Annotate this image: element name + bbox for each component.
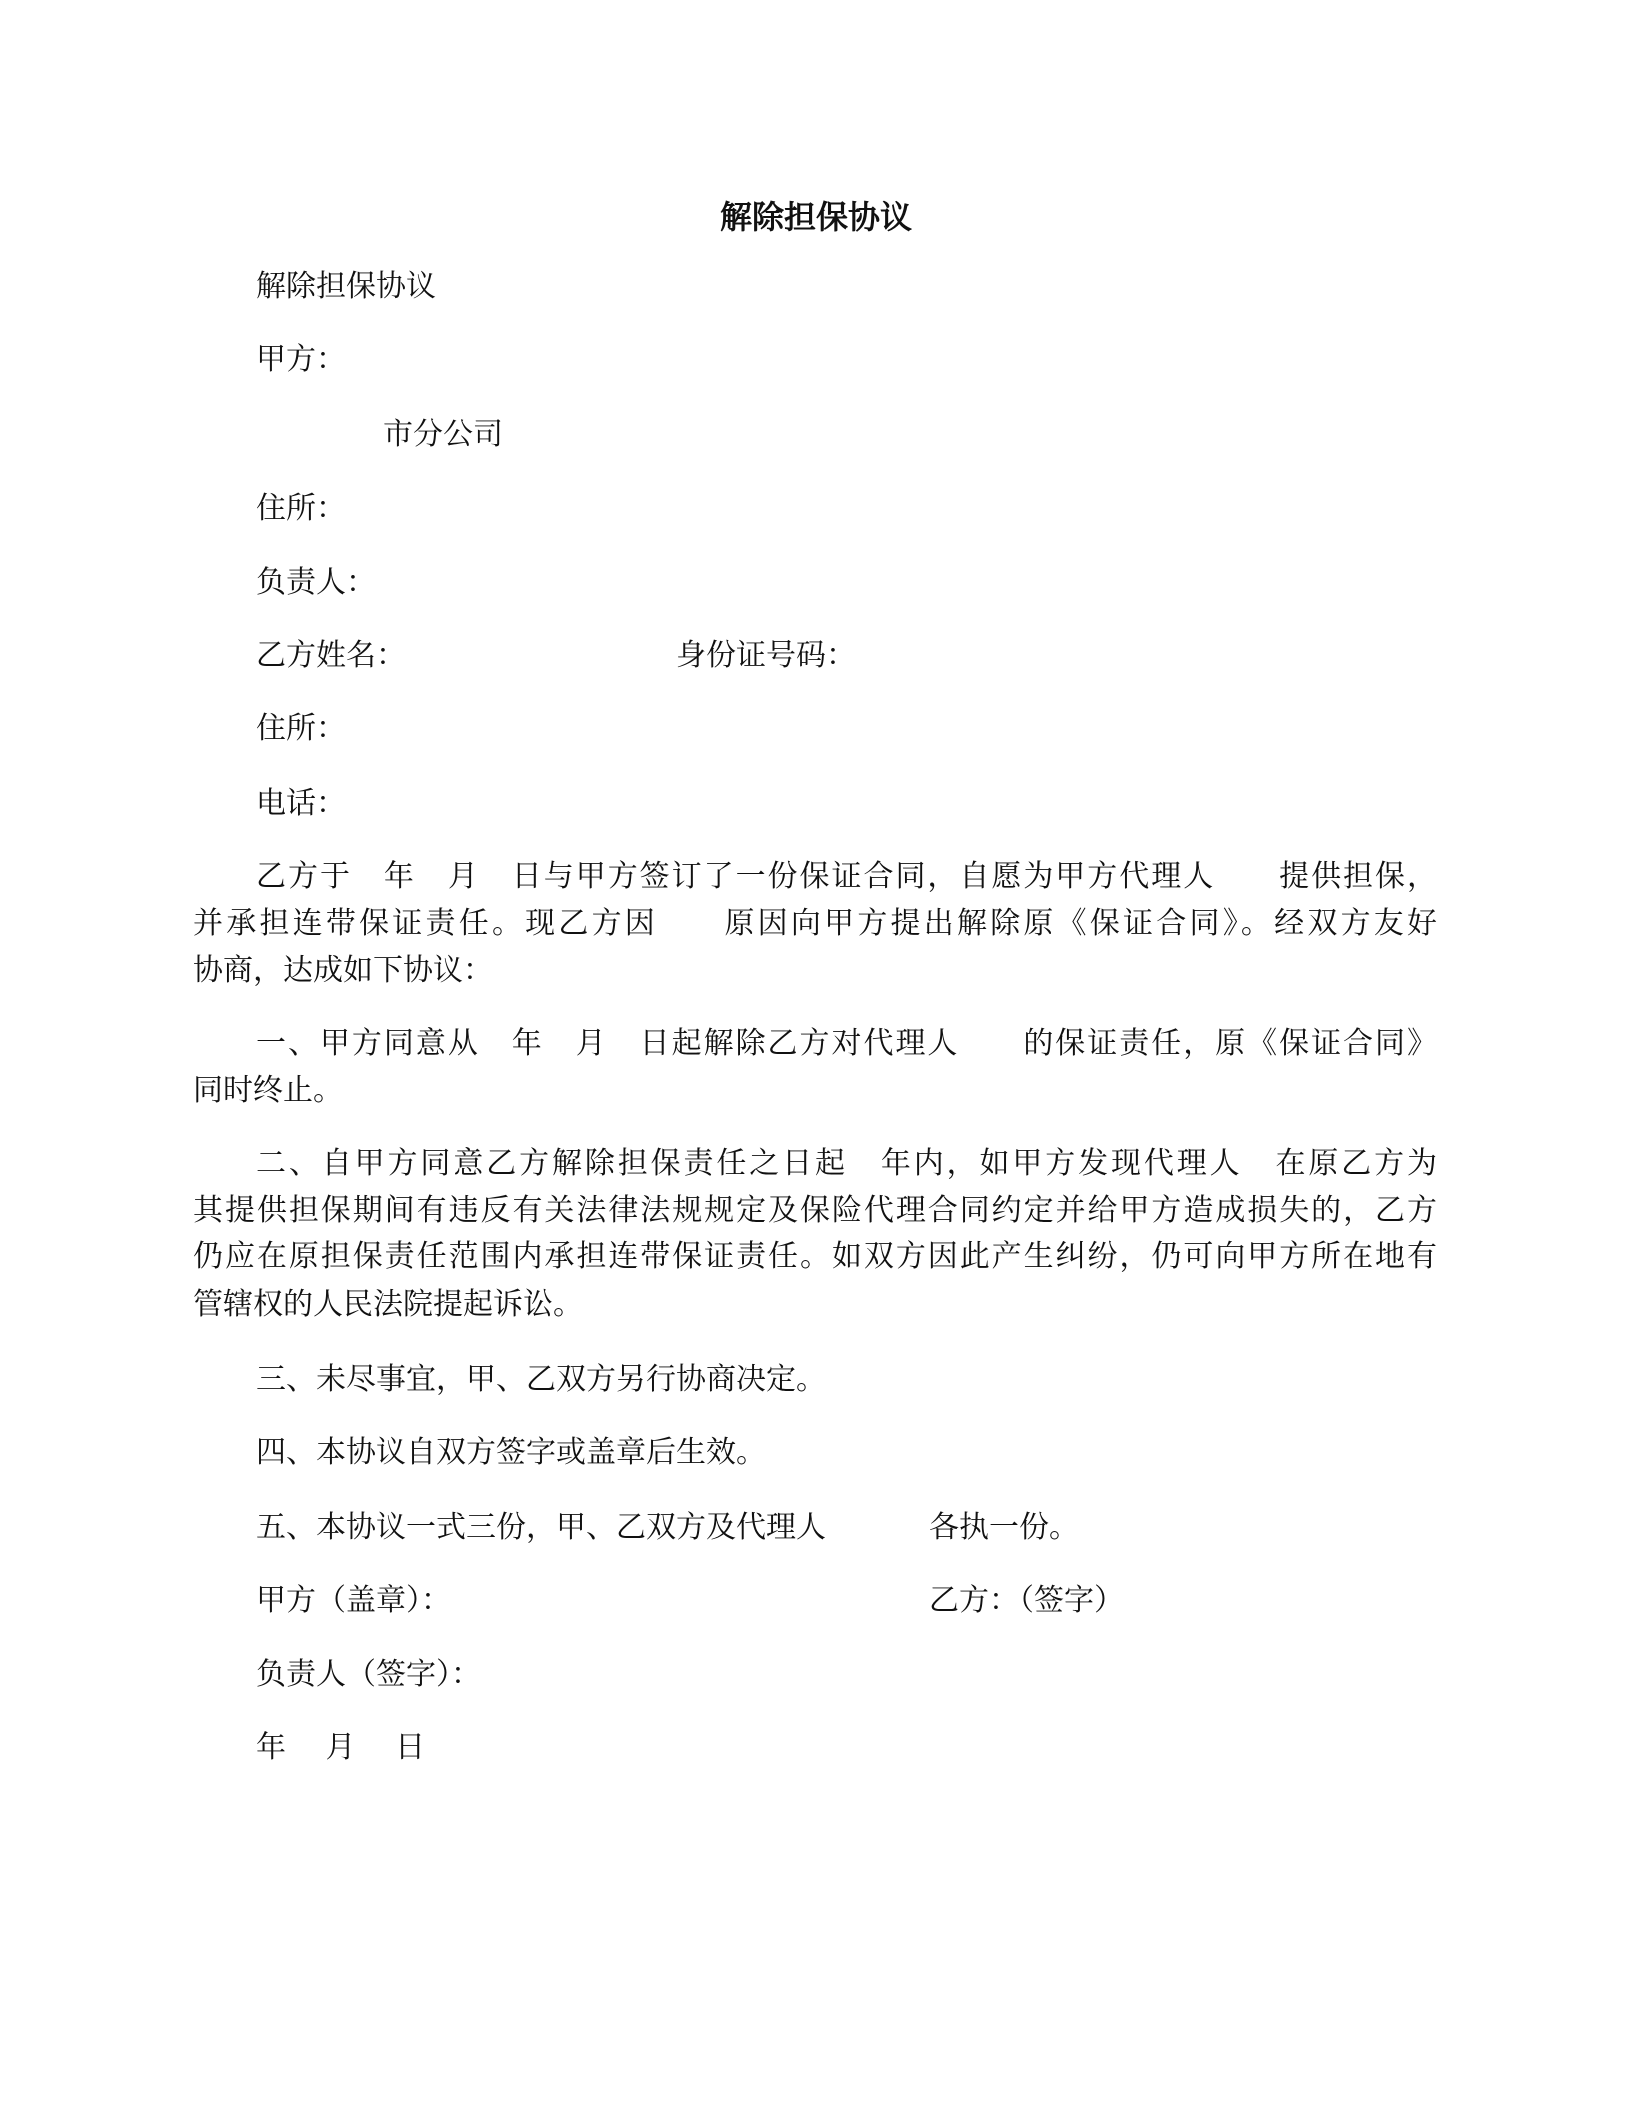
- preamble-line: 并承担连带保证责任。现乙方因 原因向甲方提出解除原《保证合同》。经双方友好: [193, 906, 1437, 941]
- party-a-company: 市分公司: [383, 417, 503, 452]
- preamble-line: 协商，达成如下协议：: [193, 953, 493, 988]
- clause-5-end: 各执一份。: [929, 1510, 1079, 1545]
- clause-2-line: 管辖权的人民法院提起诉讼。: [193, 1287, 583, 1322]
- date-label: 年 月 日: [256, 1730, 426, 1765]
- party-b-name-label: 乙方姓名：: [256, 638, 406, 673]
- clause-3: 三、未尽事宜，甲、乙双方另行协商决定。: [256, 1362, 826, 1397]
- preamble-line: 乙方于 年 月 日与甲方签订了一份保证合同，自愿为甲方代理人 提供担保，: [256, 859, 1437, 894]
- phone-label: 电话：: [256, 786, 346, 821]
- party-b-signature-label: 乙方：（签字）: [929, 1583, 1124, 1618]
- clause-1-line: 一、甲方同意从 年 月 日起解除乙方对代理人 的保证责任，原《保证合同》: [256, 1026, 1437, 1061]
- document-title: 解除担保协议: [719, 198, 912, 236]
- clause-1-line: 同时终止。: [193, 1073, 343, 1108]
- party-a-label: 甲方：: [256, 342, 346, 377]
- clause-5: 五、本协议一式三份，甲、乙双方及代理人: [256, 1510, 826, 1545]
- party-b-address-label: 住所：: [256, 711, 346, 746]
- clause-2-line: 仍应在原担保责任范围内承担连带保证责任。如双方因此产生纠纷，仍可向甲方所在地有: [193, 1239, 1437, 1274]
- party-a-seal-label: 甲方（盖章）：: [256, 1583, 451, 1618]
- party-a-manager-label: 负责人：: [256, 565, 376, 600]
- party-a-address-label: 住所：: [256, 491, 346, 526]
- id-number-label: 身份证号码：: [676, 638, 856, 673]
- clause-2-line: 二、自甲方同意乙方解除担保责任之日起 年内，如甲方发现代理人 在原乙方为: [256, 1146, 1437, 1181]
- subtitle: 解除担保协议: [256, 269, 436, 304]
- manager-signature-label: 负责人（签字）：: [256, 1657, 481, 1692]
- clause-4: 四、本协议自双方签字或盖章后生效。: [256, 1435, 766, 1470]
- clause-2-line: 其提供担保期间有违反有关法律法规规定及保险代理合同约定并给甲方造成损失的，乙方: [193, 1193, 1437, 1228]
